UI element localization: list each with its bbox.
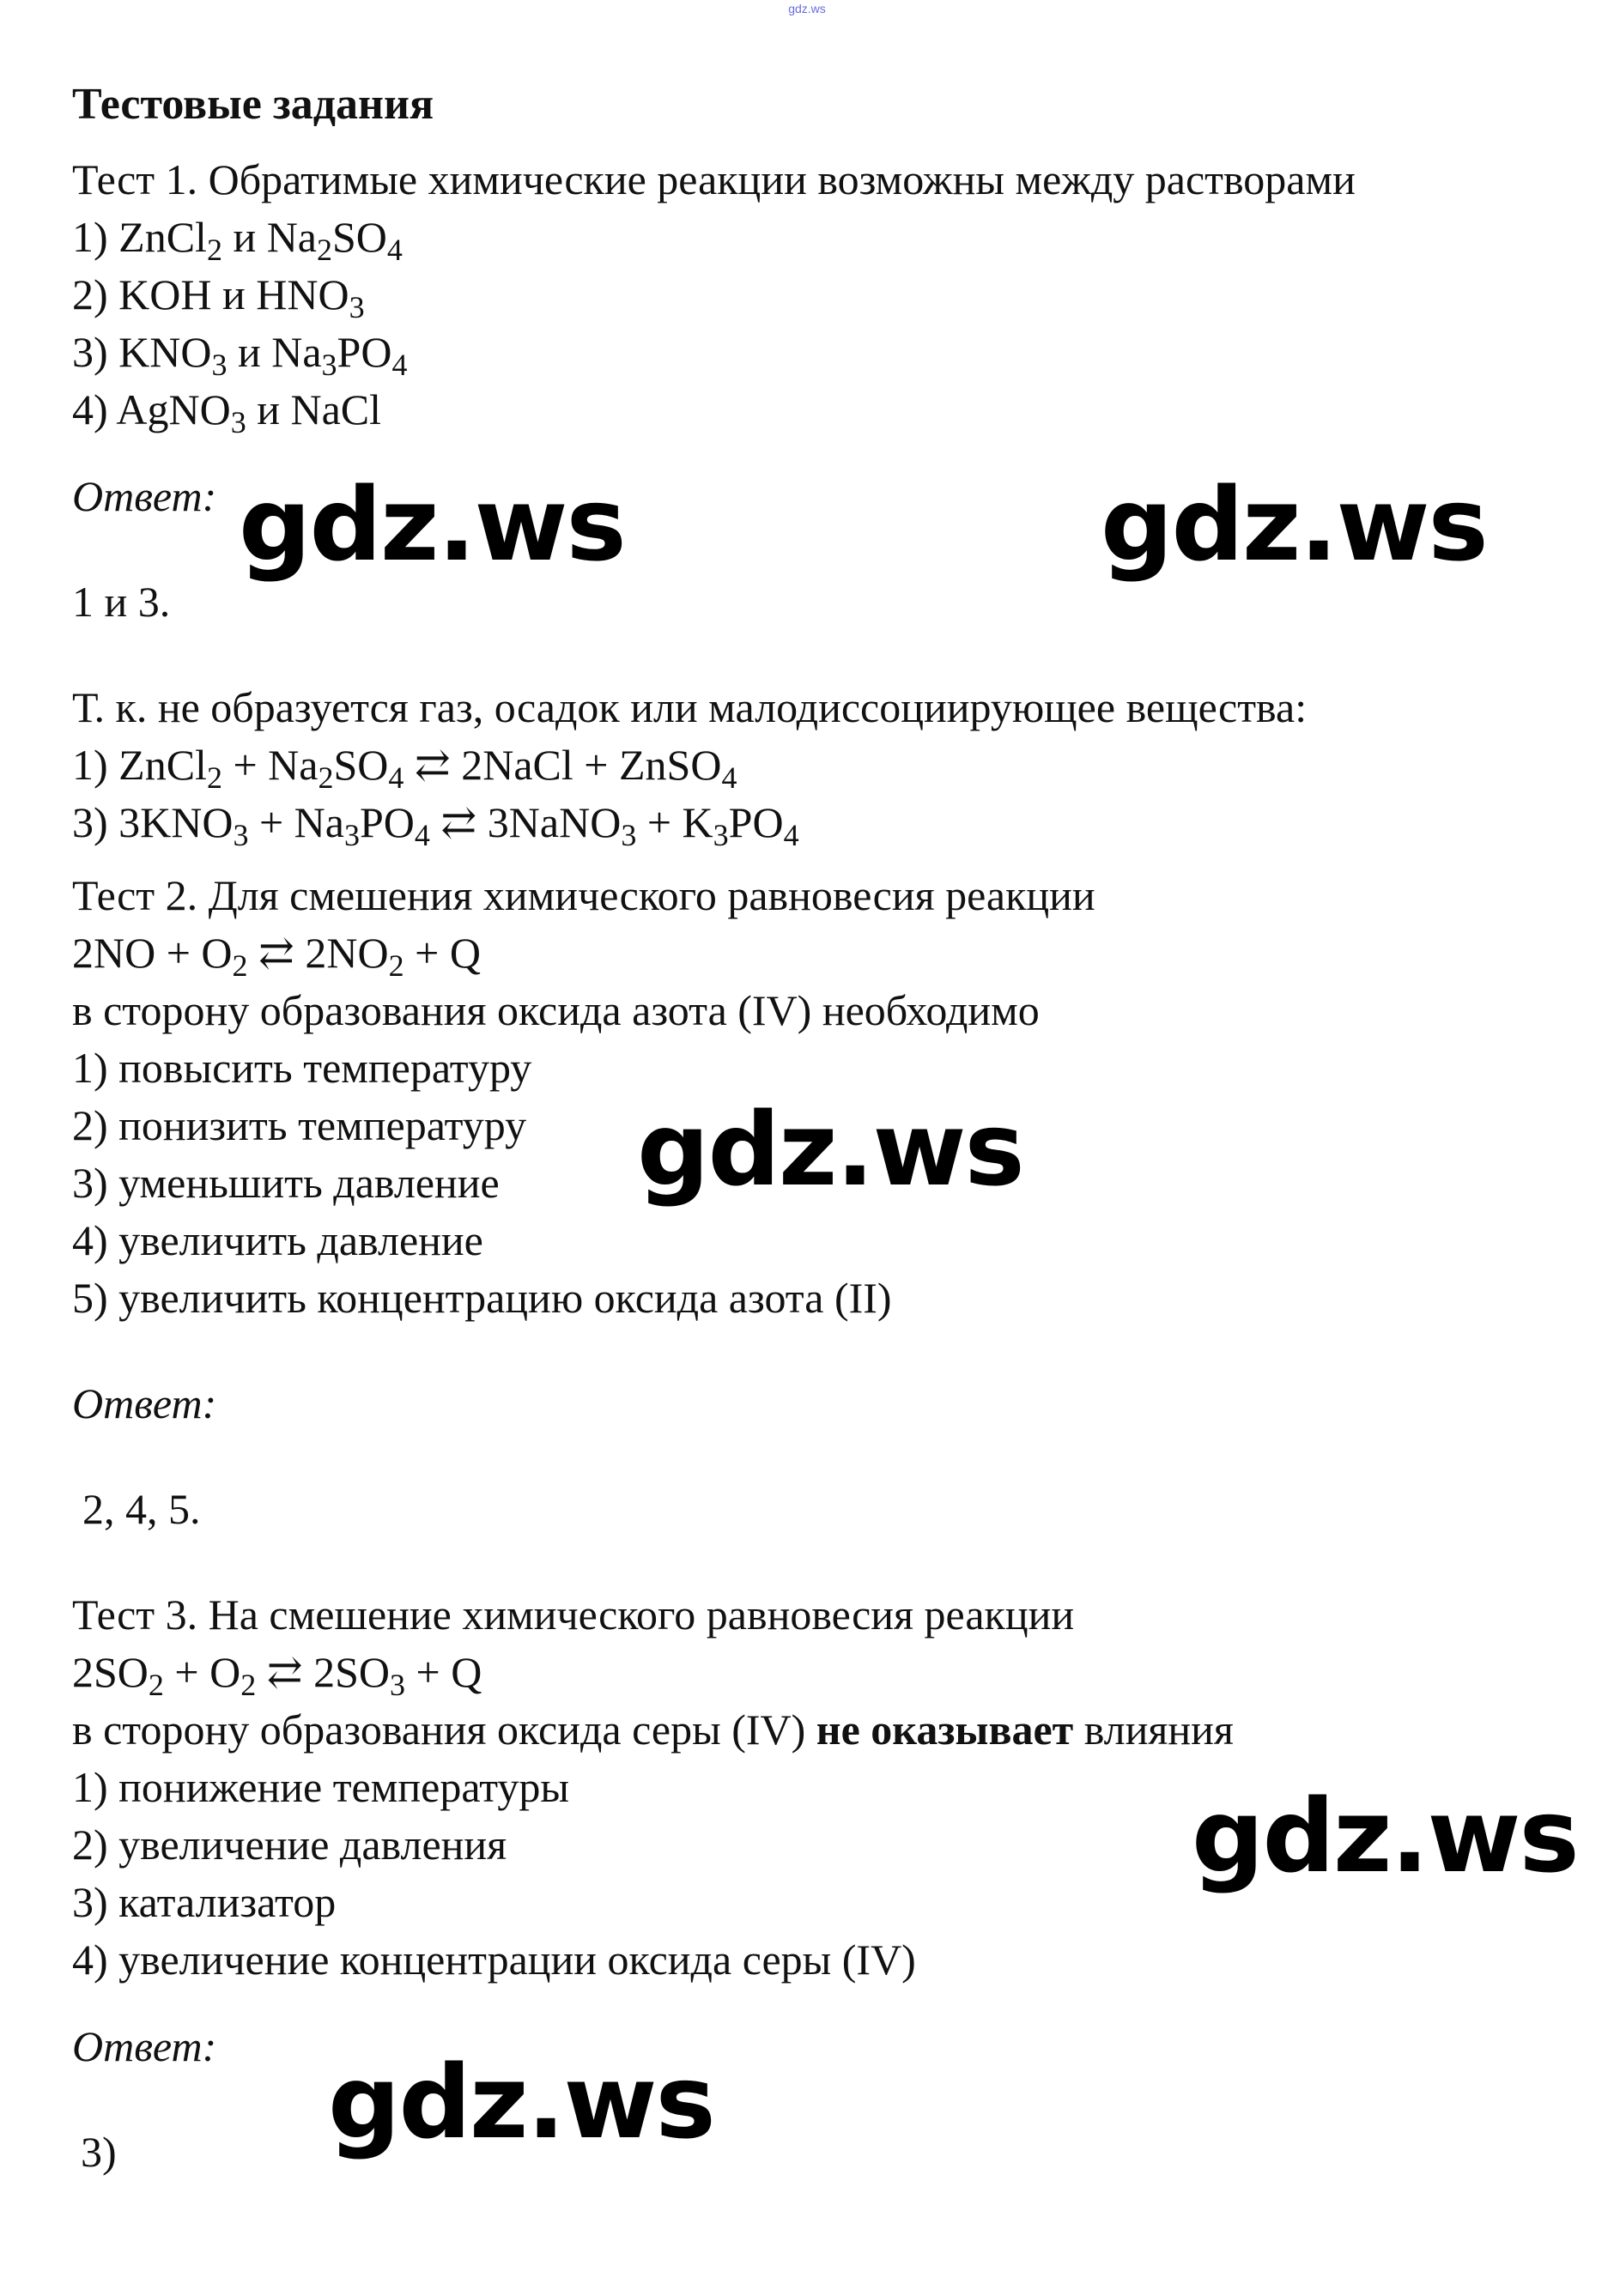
watermark: gdz.ws: [1101, 465, 1487, 584]
test2-option-1: 1) повысить температуру: [72, 1044, 532, 1092]
watermark: gdz.ws: [1192, 1777, 1578, 1895]
test1-option-1: 1) ZnCl$_2$ и $Na_2SO_4$: [72, 213, 403, 268]
test3-option-3: 3) катализатор: [72, 1878, 337, 1926]
test3-option-4: 4) увеличение концентрации оксида серы (IV): [72, 1936, 916, 1984]
test1-equation-3: 3) $3KNO_3 + Na_3PO_4$ ⇄ 3NaNO$_3$ + $K_3PO_4$: [72, 798, 799, 853]
test2-option-2: 2) понизить температуру: [72, 1101, 527, 1149]
test1-explanation: Т. к. не образуется газ, осадок или малодиссоциирующее вещества:: [72, 683, 1308, 731]
test3-reaction: $2SO_2 + O_2$ ⇄ $2SO_3 + Q$: [72, 1648, 482, 1703]
test1-option-2: 2) KOH и $HNO_3$: [72, 270, 365, 325]
watermark: gdz.ws: [637, 1090, 1023, 1209]
test3-question: Тест 3. На смешение химического равновесия реакции: [72, 1590, 1075, 1639]
test1-answer: 1 и 3.: [72, 578, 171, 626]
test2-question: Тест 2. Для смешения химического равновесия реакции: [72, 871, 1095, 919]
test2-option-3: 3) уменьшить давление: [72, 1159, 500, 1207]
test1-option-4: 4) AgNO$_3$ и NaCl: [72, 385, 382, 440]
test2-answer: 2, 4, 5.: [82, 1485, 201, 1533]
test2-condition: в сторону образования оксида азота (IV) необходимо: [72, 986, 1040, 1034]
test2-option-4: 4) увеличить давление: [72, 1216, 483, 1264]
test2-option-5: 5) увеличить концентрацию оксида азота (II): [72, 1274, 892, 1322]
test2-reaction: $2NO + O_2$ ⇄ $2NO_2 + Q$: [72, 929, 481, 984]
test3-condition: в сторону образования оксида серы (IV) не оказывает влияния: [72, 1705, 1234, 1754]
test1-answer-label: Ответ:: [72, 472, 217, 520]
test3-option-2: 2) увеличение давления: [72, 1820, 507, 1869]
watermark: gdz.ws: [328, 2043, 714, 2161]
test1-question: Тест 1. Обратимые химические реакции возможны между растворами: [72, 155, 1356, 203]
test3-answer: 3): [81, 2128, 117, 2176]
test2-answer-label: Ответ:: [72, 1379, 217, 1427]
test1-option-3: 3) $KNO_3$ и $Na_3PO_4$: [72, 328, 408, 383]
test1-equation-1: 1) ZnCl$_2$ + $Na_2SO_4$ ⇄ 2NaCl + ZnSO$_4$: [72, 741, 737, 796]
site-mark: gdz.ws: [788, 2, 826, 15]
page-title: Тестовые задания: [72, 80, 434, 129]
watermark: gdz.ws: [239, 465, 625, 584]
test3-answer-label: Ответ:: [72, 2022, 217, 2070]
test3-option-1: 1) понижение температуры: [72, 1763, 570, 1811]
